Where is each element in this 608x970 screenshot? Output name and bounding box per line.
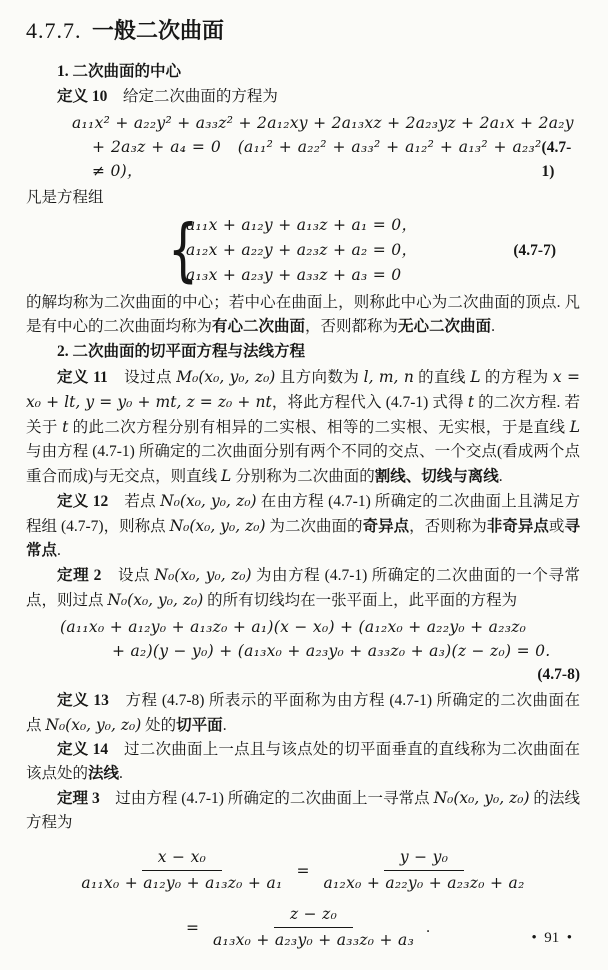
definition-12-paragraph: 定义 12 若点 N₀(x₀, y₀, z₀) 在由方程 (4.7-1) 所确定的二次曲面上且满足方程组 (4.7-7)，则称点 N₀(x₀, y₀, z₀) 为二次曲面的奇异点，否则称为非奇异点或寻常点. bbox=[26, 492, 580, 559]
equation-line: + 2a₃z + a₄ = 0 (a₁₁² + a₂₂² + a₃₃² + a₁₂² + a₁₃² + a₂₃² ≠ 0)， bbox=[92, 138, 542, 180]
theorem-2-paragraph: 定理 2 设点 N₀(x₀, y₀, z₀) 为由方程 (4.7-1) 所确定的二次曲面的一个寻常点，则过点 N₀(x₀, y₀, z₀) 的所有切线均在一张平面上，此平面的方程为 bbox=[26, 566, 580, 609]
fraction-denominator: a₁₂x₀ + a₂₂y₀ + a₂₃z₀ + a₂ bbox=[323, 874, 525, 892]
pre-system-text: 凡是方程组 bbox=[26, 189, 104, 206]
equation-number: (4.7-8) bbox=[537, 666, 580, 683]
fraction bbox=[324, 847, 525, 894]
section-1-heading: 1. 二次曲面的中心 bbox=[57, 63, 182, 80]
system-row: a₁₂x + a₂₂y + a₂₃z + a₂ = 0， bbox=[186, 241, 418, 259]
theorem-3-paragraph: 定理 3 过由方程 (4.7-1) 所确定的二次曲面上一寻常点 N₀(x₀, y₀, z₀) 的法线方程为 bbox=[26, 789, 580, 831]
fraction bbox=[213, 904, 414, 951]
fraction bbox=[81, 847, 282, 894]
fraction-denominator: a₁₃x₀ + a₂₃y₀ + a₃₃z₀ + a₃ bbox=[213, 931, 415, 949]
equals-sign: = bbox=[186, 918, 200, 937]
definition-13-paragraph: 定义 13 方程 (4.7-8) 所表示的平面称为由方程 (4.7-1) 所确定的二次曲面在点 N₀(x₀, y₀, z₀) 处的切平面. bbox=[26, 692, 580, 734]
normal-line-equation-row-1 bbox=[26, 847, 580, 894]
system-row: a₁₃x + a₂₃y + a₃₃z + a₃ = 0 bbox=[186, 266, 402, 284]
normal-line-equation-row-2 bbox=[26, 904, 580, 951]
left-brace: { bbox=[167, 209, 199, 290]
system-4-7-7 bbox=[26, 209, 580, 290]
section-2-heading: 2. 二次曲面的切平面方程与法线方程 bbox=[57, 343, 306, 360]
definition-14-paragraph: 定义 14 过二次曲面上一点且与该点处的切平面垂直的直线称为二次曲面在该点处的法线. bbox=[26, 741, 580, 782]
fraction-numerator: z − z₀ bbox=[274, 904, 353, 928]
equation-line: (a₁₁x₀ + a₁₂y₀ + a₁₃z₀ + a₁)(x − x₀) + (a₁₂x₀ + a₂₂y₀ + a₂₃z₀ bbox=[60, 618, 527, 636]
equation-line: a₁₁x² + a₂₂y² + a₃₃z² + 2a₁₂xy + 2a₁₃xz + 2a₂₃yz + 2a₁x + 2a₂y bbox=[72, 114, 574, 132]
equals-sign: = bbox=[296, 861, 310, 880]
equation-4-7-8 bbox=[26, 615, 580, 687]
system-row: a₁₁x + a₁₂y + a₁₃z + a₁ = 0， bbox=[186, 216, 418, 234]
equation-number: (4.7-7) bbox=[513, 241, 556, 259]
fraction-numerator: y − y₀ bbox=[384, 847, 464, 871]
definition-11-paragraph: 定义 11 设过点 M₀(x₀, y₀, z₀) 且方向数为 l, m, n 的直线 L 的方程为 x = x₀ + lt, y = y₀ + mt, z = z₀ + nt，将此方程代入 (4.7-1) 式得 t 的二次方程. 若关于 t 的此二次方程分别有相异的二实根、相等的二实根、无实根，于是直线 L 与由方程 (4.7-1) 所确定的二次曲面分别有两个不同的交点、一个交点(看成两个点重合而成)与无交点，则直线 L 分别称为二次曲面的割线、切线与离线. bbox=[26, 368, 580, 485]
center-definition-paragraph: 的解均称为二次曲面的中心；若中心在曲面上，则称此中心为二次曲面的顶点. 凡是有中心的二次曲面均称为有心二次曲面，否则都称为无心二次曲面. bbox=[26, 294, 580, 335]
sentence-period: . bbox=[426, 918, 430, 936]
page-number: • 91 • bbox=[531, 930, 572, 946]
equation-number: (4.7-1) bbox=[541, 139, 572, 180]
fraction-denominator: a₁₁x₀ + a₁₂y₀ + a₁₃z₀ + a₁ bbox=[81, 874, 283, 892]
equation-line: + a₂)(y − y₀) + (a₁₃x₀ + a₂₃y₀ + a₃₃z₀ + a₃)(z − z₀) = 0. bbox=[112, 642, 551, 660]
equation-4-7-1 bbox=[26, 111, 580, 184]
definition-10-paragraph: 定义 10 给定二次曲面的方程为 bbox=[57, 88, 278, 105]
page-title: 4.7.7. 一般二次曲面 bbox=[26, 18, 225, 43]
fraction-numerator: x − x₀ bbox=[142, 847, 222, 871]
